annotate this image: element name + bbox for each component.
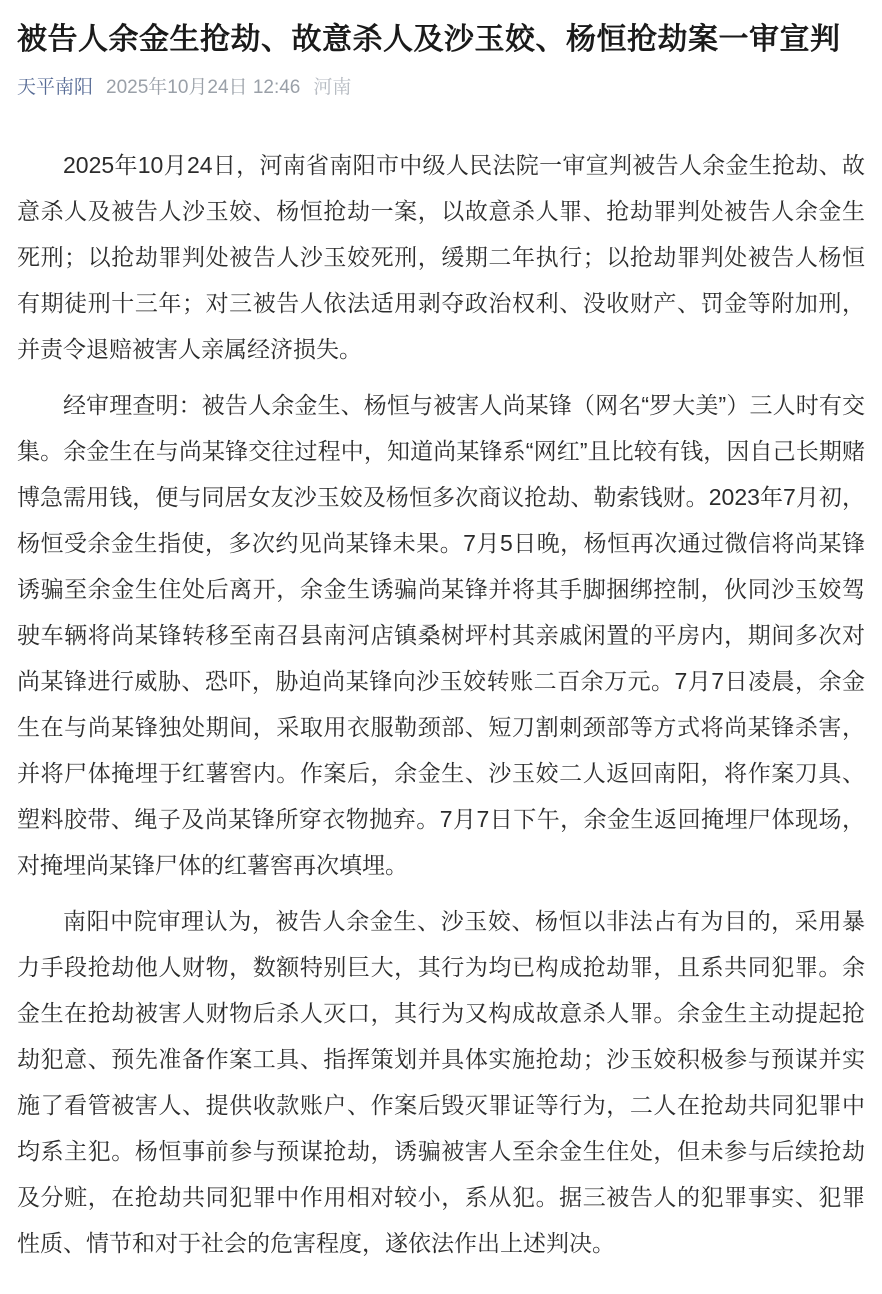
- publish-datetime: 2025年10月24日 12:46: [106, 76, 301, 98]
- source-account-link[interactable]: 天平南阳: [17, 76, 94, 98]
- article-meta: [17, 76, 865, 101]
- article-title: 被告人余金生抢劫、故意杀人及沙玉姣、杨恒抢劫案一审宣判: [17, 23, 841, 56]
- publish-location: 河南: [313, 76, 352, 98]
- article-paragraph-court-opinion: 南阳中院审理认为，被告人余金生、沙玉姣、杨恒以非法占有为目的，采用暴力手段抢劫他人财物，数额特别巨大，其行为均已构成抢劫罪，且系共同犯罪。余金生在抢劫被害人财物后杀人灭口，其行为又构成故意杀人罪。余金生主动提起抢劫犯意、预先准备作案工具、指挥策划并具体实施抢劫；沙玉姣积极参与预谋并实施了看管被害人、提供收款账户、作案后毁灭罪证等行为，二人在抢劫共同犯罪中均系主犯。杨恒事前参与预谋抢劫，诱骗被害人至余金生住处，但未参与后续抢劫及分赃，在抢劫共同犯罪中作用相对较小，系从犯。据三被告人的犯罪事实、犯罪性质、情节和对于社会的危害程度，遂依法作出上述判决。: [17, 908, 865, 1257]
- article-body: [17, 142, 865, 1266]
- article-paragraph-facts: 经审理查明：被告人余金生、杨恒与被害人尚某锋（网名“罗大美”）三人时有交集。余金生在与尚某锋交往过程中，知道尚某锋系“网红”且比较有钱，因自己长期赌博急需用钱，便与同居女友沙玉姣及杨恒多次商议抢劫、勒索钱财。2023年7月初，杨恒受余金生指使，多次约见尚某锋未果。7月5日晚，杨恒再次通过微信将尚某锋诱骗至余金生住处后离开，余金生诱骗尚某锋并将其手脚捆绑控制，伙同沙玉姣驾驶车辆将尚某锋转移至南召县南河店镇桑树坪村其亲戚闲置的平房内，期间多次对尚某锋进行威胁、恐吓，胁迫尚某锋向沙玉姣转账二百余万元。7月7日凌晨，余金生在与尚某锋独处期间，采取用衣服勒颈部、短刀割刺颈部等方式将尚某锋杀害，并将尸体掩埋于红薯窖内。作案后，余金生、沙玉姣二人返回南阳，将作案刀具、塑料胶带、绳子及尚某锋所穿衣物抛弃。7月7日下午，余金生返回掩埋尸体现场，对掩埋尚某锋尸体的红薯窖再次填埋。: [17, 392, 865, 879]
- article-paragraph-verdict: 2025年10月24日，河南省南阳市中级人民法院一审宣判被告人余金生抢劫、故意杀人及被告人沙玉姣、杨恒抢劫一案，以故意杀人罪、抢劫罪判处被告人余金生死刑；以抢劫罪判处被告人沙玉姣死刑，缓期二年执行；以抢劫罪判处被告人杨恒有期徒刑十三年；对三被告人依法适用剥夺政治权利、没收财产、罚金等附加刑，并责令退赔被害人亲属经济损失。: [17, 152, 865, 363]
